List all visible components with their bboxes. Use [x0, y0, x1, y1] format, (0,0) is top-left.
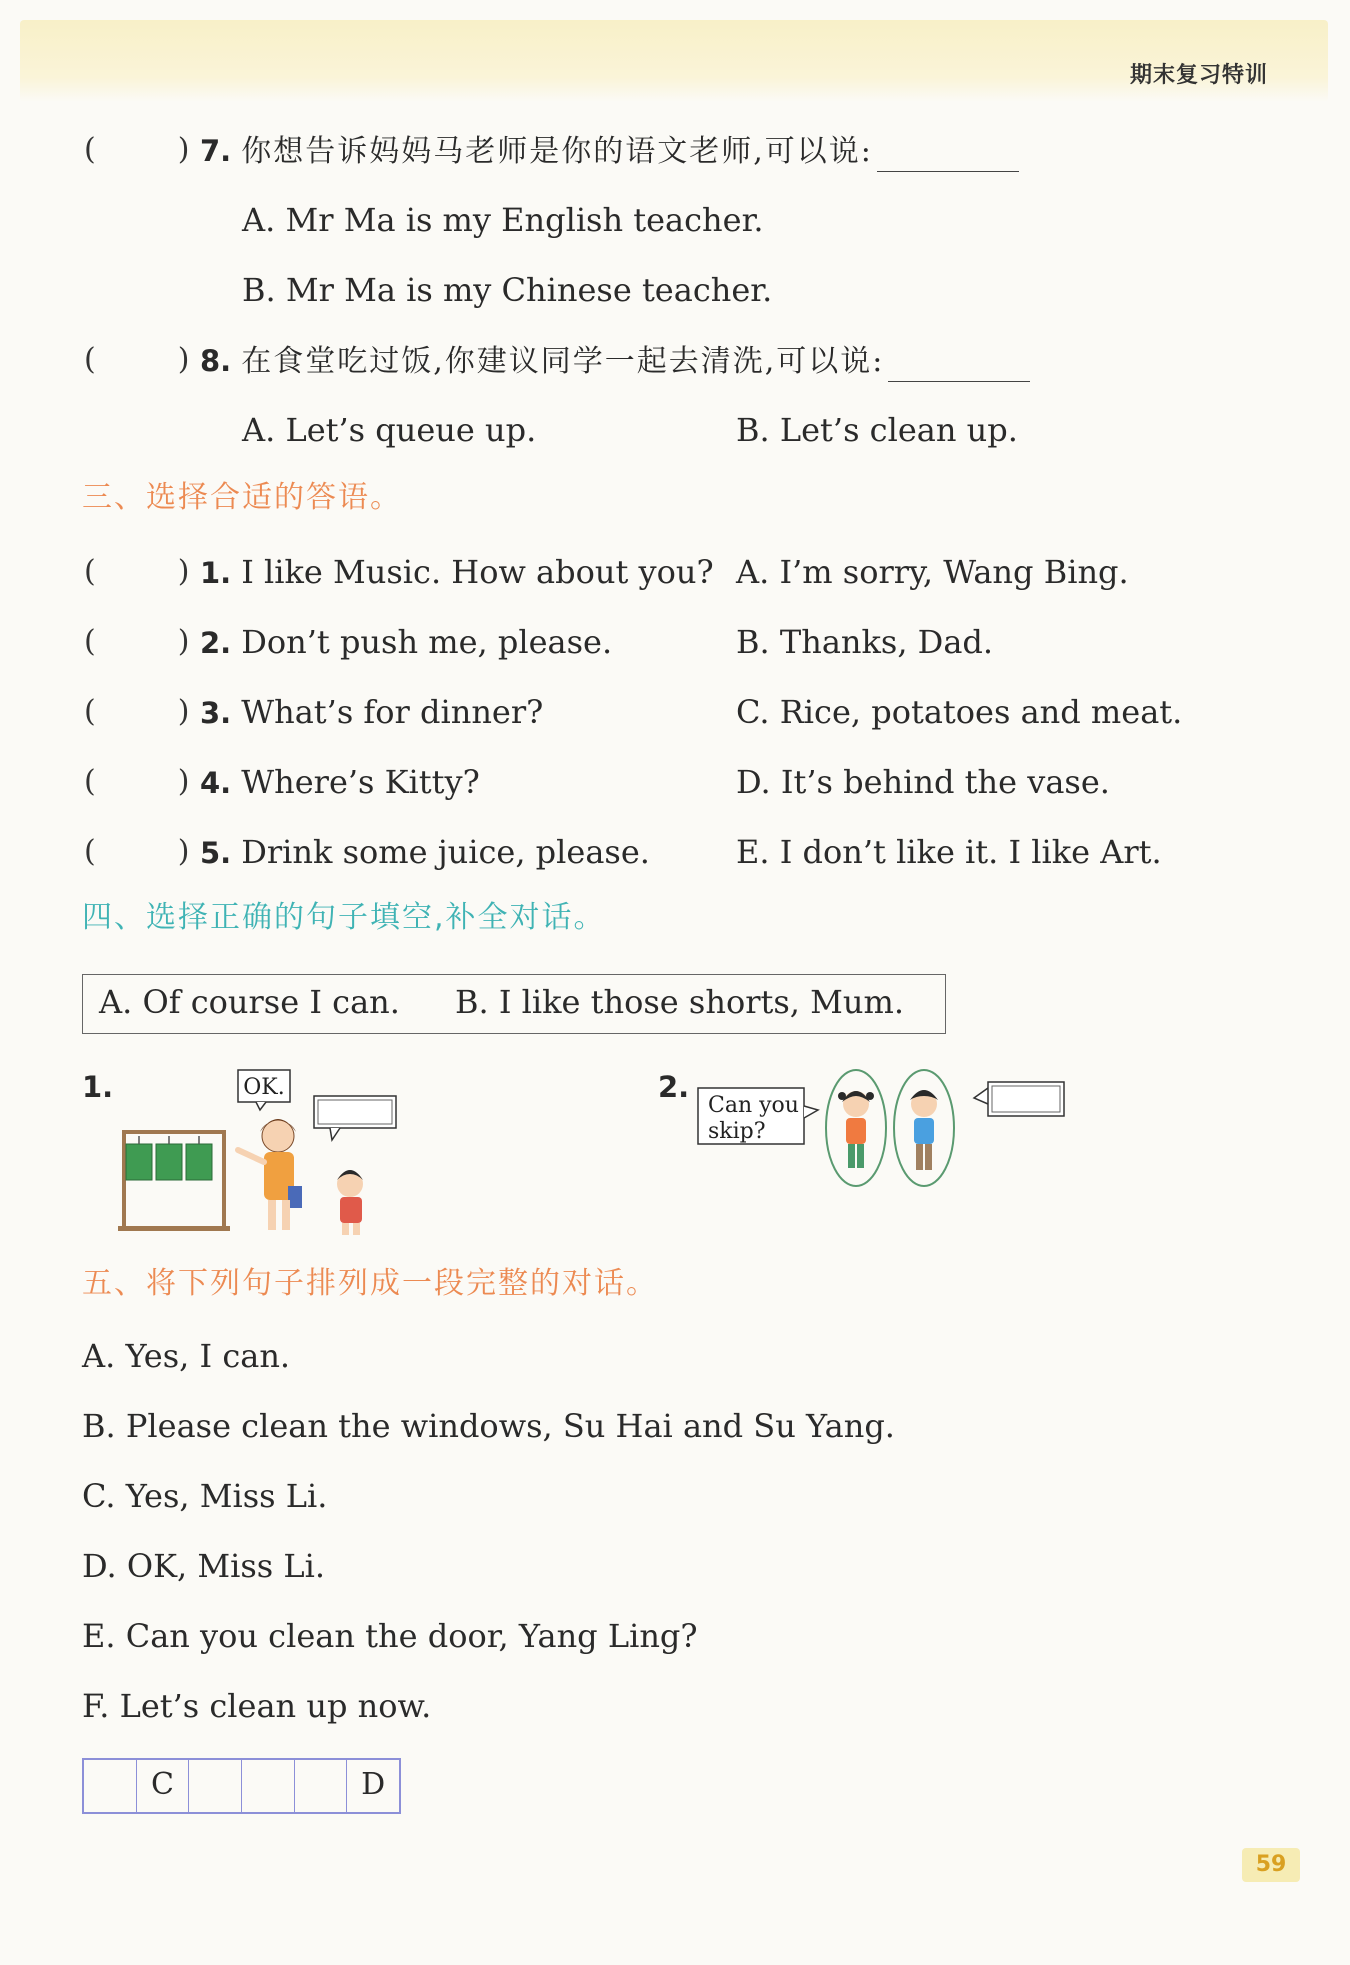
bubble-line-1: Can you: [708, 1093, 799, 1118]
paren-close: ): [177, 132, 190, 167]
s3-answer-paren[interactable]: [84, 762, 189, 802]
s3-question-number: 4.: [200, 766, 232, 800]
s3-question: [200, 762, 480, 803]
s3-question-text: Where’s Kitty?: [241, 763, 480, 801]
s3-answer-paren[interactable]: [84, 692, 189, 732]
pic1-illustration: [118, 1066, 408, 1238]
s5-sentence: D. OK, Miss Li.: [82, 1547, 326, 1585]
s3-question-number: 3.: [200, 696, 232, 730]
s3-answer-option: A. I’m sorry, Wang Bing.: [736, 553, 1129, 591]
order-cell[interactable]: [295, 1760, 348, 1812]
order-cell[interactable]: [189, 1760, 242, 1812]
pic1-number: 1.: [82, 1070, 114, 1104]
q8-option-b: B. Let’s clean up.: [736, 411, 1018, 449]
s3-answer-option: D. It’s behind the vase.: [736, 763, 1110, 801]
order-cell[interactable]: [242, 1760, 295, 1812]
order-cell[interactable]: D: [361, 1767, 386, 1802]
pic2-number: 2.: [658, 1070, 690, 1104]
s3-question-text: Drink some juice, please.: [241, 833, 650, 871]
ok-bubble-text: OK.: [243, 1075, 285, 1100]
s3-answer-option: E. I don’t like it. I like Art.: [736, 833, 1162, 871]
q7-number: 7.: [200, 134, 232, 168]
pic1-answer-bubble: [314, 1096, 396, 1140]
q8-text: 在食堂吃过饭,你建议同学一起去清洗,可以说:: [241, 344, 885, 379]
paren-close: ): [177, 764, 190, 799]
mother-figure-icon: [238, 1119, 302, 1230]
s3-question-number: 2.: [200, 626, 232, 660]
paren-open: (: [84, 132, 96, 167]
order-answer-box: [82, 1758, 401, 1814]
paren-close: ): [177, 554, 190, 589]
q7-option-a: A. Mr Ma is my English teacher.: [242, 201, 764, 239]
q7-answer-paren[interactable]: [84, 130, 189, 170]
order-cell[interactable]: [84, 1760, 137, 1812]
paren-close: ): [177, 342, 190, 377]
q7-question: [200, 130, 1019, 172]
section4-choice-box: [82, 974, 946, 1034]
girl-skipping-icon: [826, 1070, 886, 1186]
section3-title: 三、选择合适的答语。: [82, 480, 402, 515]
s3-question: [200, 622, 612, 663]
order-cell[interactable]: C: [137, 1760, 190, 1812]
section4-option-b: B. I like those shorts, Mum.: [455, 983, 905, 1021]
s3-question: [200, 832, 650, 873]
s5-sentence: B. Please clean the windows, Su Hai and Su Yang.: [82, 1407, 895, 1445]
section4-title: 四、选择正确的句子填空,补全对话。: [82, 900, 606, 935]
clothes-rack-icon: [118, 1130, 230, 1231]
q8-option-a: A. Let’s queue up.: [242, 411, 537, 449]
s3-answer-paren[interactable]: [84, 552, 189, 592]
paren-open: (: [84, 834, 96, 869]
q8-blank[interactable]: [888, 351, 1030, 382]
q8-answer-paren[interactable]: [84, 340, 189, 380]
s5-sentence: A. Yes, I can.: [82, 1337, 291, 1375]
paren-close: ): [177, 834, 190, 869]
bubble-line-2: skip?: [708, 1119, 766, 1144]
q7-text: 你想告诉妈妈马老师是你的语文老师,可以说:: [241, 134, 873, 169]
q8-number: 8.: [200, 344, 232, 378]
s5-sentence: F. Let’s clean up now.: [82, 1687, 432, 1725]
section5-title: 五、将下列句子排列成一段完整的对话。: [82, 1266, 658, 1301]
s3-question-text: I like Music. How about you?: [241, 553, 714, 591]
pic2-answer-bubble: [974, 1082, 1064, 1116]
paren-open: (: [84, 624, 96, 659]
boy-skipping-icon: [894, 1070, 954, 1186]
paren-open: (: [84, 764, 96, 799]
s3-answer-paren[interactable]: [84, 622, 189, 662]
q7-option-b: B. Mr Ma is my Chinese teacher.: [242, 271, 773, 309]
child-figure-icon: [337, 1170, 363, 1235]
section4-option-a: A. Of course I can.: [99, 983, 400, 1021]
q7-blank[interactable]: [877, 141, 1019, 172]
s3-question-number: 5.: [200, 836, 232, 870]
s3-answer-option: B. Thanks, Dad.: [736, 623, 994, 661]
q8-question: [200, 340, 1030, 382]
paren-open: (: [84, 342, 96, 377]
s5-sentence: C. Yes, Miss Li.: [82, 1477, 328, 1515]
s3-question: [200, 692, 543, 733]
s3-answer-option: C. Rice, potatoes and meat.: [736, 693, 1183, 731]
paren-open: (: [84, 554, 96, 589]
s3-question: [200, 552, 714, 593]
pic2-illustration: [696, 1068, 1066, 1192]
s3-answer-paren[interactable]: [84, 832, 189, 872]
ok-speech-bubble: [238, 1070, 290, 1110]
paren-close: ): [177, 694, 190, 729]
s3-question-text: Don’t push me, please.: [241, 623, 613, 661]
header-title: 期末复习特训: [1129, 63, 1268, 88]
paren-open: (: [84, 694, 96, 729]
can-you-skip-bubble: [698, 1088, 818, 1144]
s5-sentence: E. Can you clean the door, Yang Ling?: [82, 1617, 698, 1655]
s3-question-number: 1.: [200, 556, 232, 590]
page-number: 59: [1242, 1848, 1300, 1882]
paren-close: ): [177, 624, 190, 659]
s3-question-text: What’s for dinner?: [241, 693, 544, 731]
